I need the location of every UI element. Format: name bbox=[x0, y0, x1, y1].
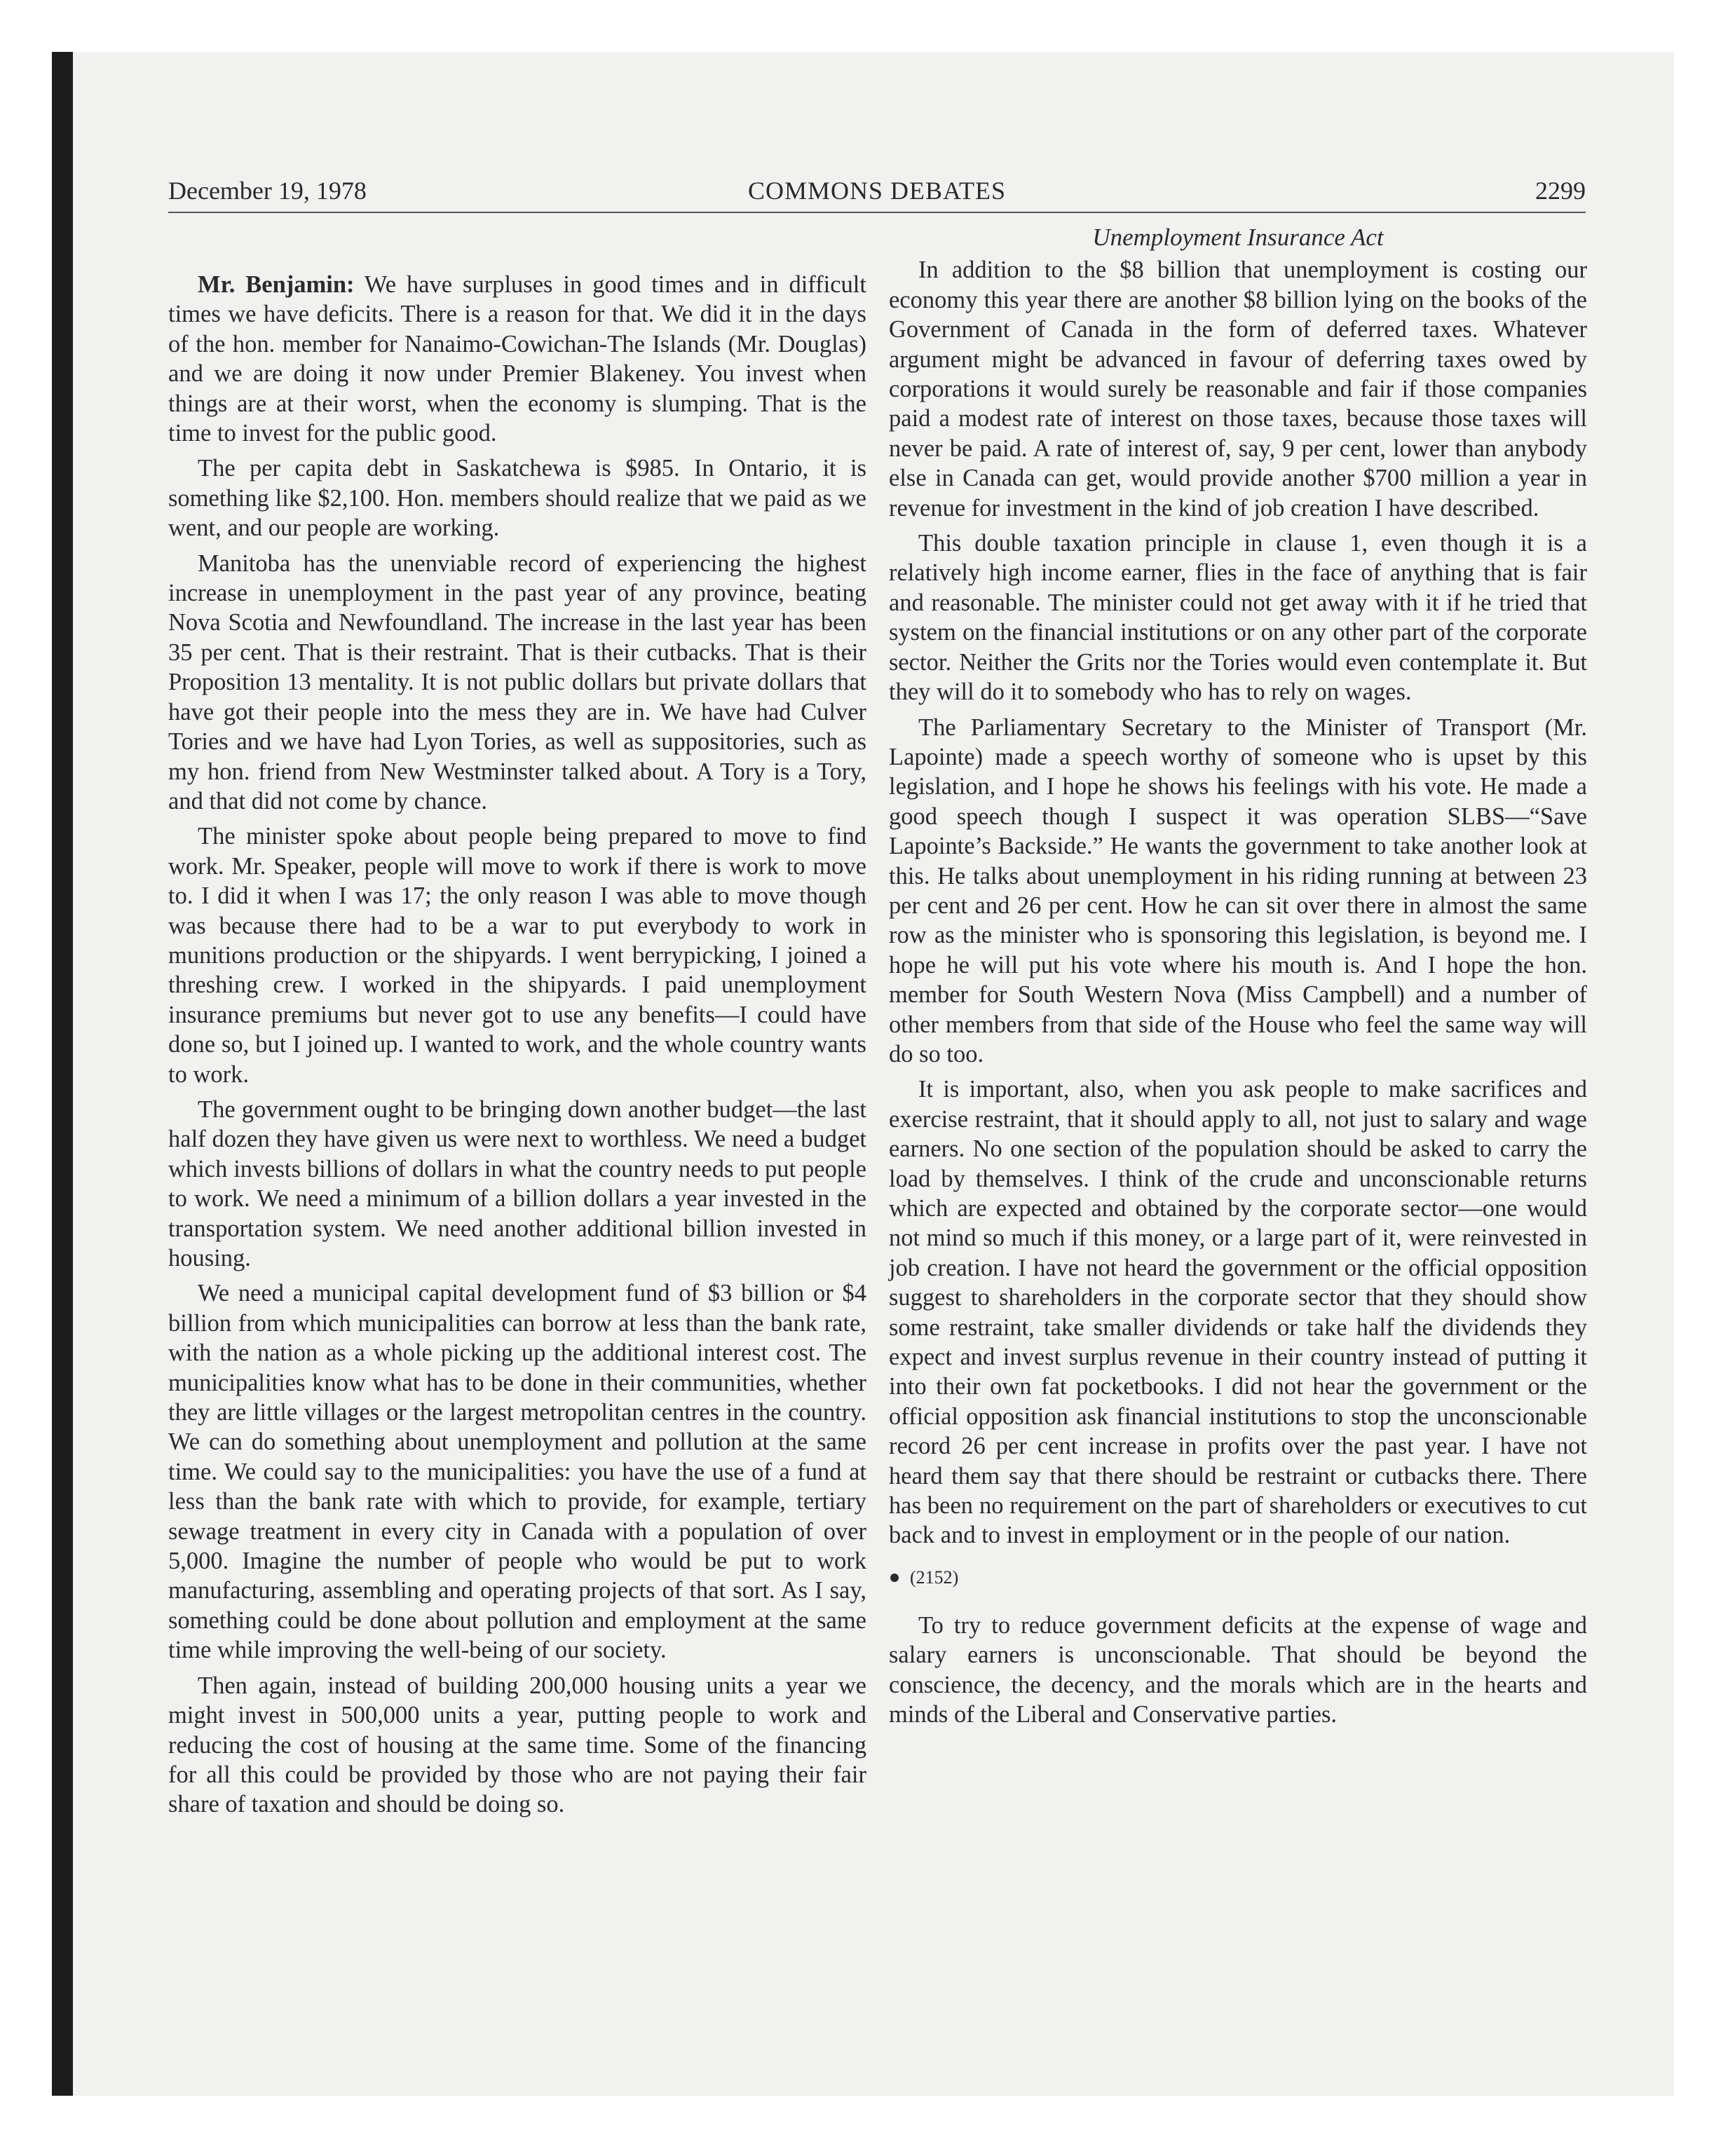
paragraph: The minister spoke about people being prepared to move to find work. Mr. Speaker, people will move to work if there is work to move to. I did it when I was 17; the only reason I was able to move though was because there had to be a war to put everybody to work in munitions production or the shipyards. I went berrypicking, I joined a threshing crew. I worked in the shipyards. I paid unemployment insurance premiums but never got to use any benefits—I could have done so, but I joined up. I wanted to work, and the whole country wants to work. bbox=[168, 823, 866, 1088]
paragraph bbox=[168, 270, 866, 448]
left-column bbox=[168, 270, 866, 1825]
paragraph: This double taxation principle in clause 1, even though it is a relatively high income earner, flies in the face of anything that is fair and reasonable. The minister could not get away with it if he tried that system on the financial institutions or on any other part of the corporate sector. Neither the Grits nor the Tories would even contemplate it. But they will do it to somebody who has to rely on wages. bbox=[889, 530, 1587, 706]
header-page-number: 2299 bbox=[1535, 177, 1586, 205]
paragraph: We need a municipal capital development fund of $3 billion or $4 billion from which municipalities can borrow at less than the bank rate, with the nation as a whole picking up the additional interest cost. The municipalities know what has to be done in their communities, whether they are little villages or the largest metropolitan centres in the country. We can do something about unemployment and pollution at the same time. We could say to the municipalities: you have the use of a fund at less than the bank rate with which to provide, for example, tertiary sewage treatment in every city in Canada with a population of over 5,000. Imagine the number of people who would be put to work manufacturing, assembling and operating projects of that sort. As I say, something could be done about pollution and employment at the same time while improving the well-being of our society. bbox=[168, 1280, 866, 1664]
header-date: December 19, 1978 bbox=[168, 177, 367, 205]
right-column bbox=[889, 223, 1587, 1735]
running-head: Unemployment Insurance Act bbox=[1092, 224, 1384, 251]
time-marker-label: (2152) bbox=[910, 1567, 959, 1588]
paragraph: The government ought to be bringing down another budget—the last half dozen they have given us were next to worthless. We need a budget which invests billions of dollars in what the country needs to put people to work. We need a minimum of a billion dollars a year invested in the transportation system. We need another additional billion invested in housing. bbox=[168, 1096, 866, 1271]
speaker-name: Mr. Benjamin: bbox=[198, 271, 355, 298]
paragraph: Manitoba has the unenviable record of experiencing the highest increase in unemployment in the past year of any province, beating Nova Scotia and Newfoundland. The increase in the last year has been 35 per cent. That is their restraint. That is their cutbacks. That is their Proposition 13 mentality. It is not public dollars but private dollars that have got their people into the mess they are in. We have had Culver Tories and we have had Lyon Tories, as well as suppositories, such as my hon. friend from New Westminster talked about. A Tory is a Tory, and that did not come by chance. bbox=[168, 550, 866, 814]
paragraph: The Parliamentary Secretary to the Minister of Transport (Mr. Lapointe) made a speech worthy of someone who is upset by this legislation, and I hope he shows his feelings with his vote. He made a good speech though I suspect it was operation SLBS—“Save Lapointe’s Backside.” He wants the government to take another look at this. He talks about unemployment in his riding running at between 23 per cent and 26 per cent. How he can sit over there in almost the same row as the minister who is sponsoring this legislation, is beyond me. I hope he will put his vote where his mouth is. And I hope the hon. member for South Western Nova (Miss Campbell) and a number of other members from that side of the House who feel the same way will do so too. bbox=[889, 714, 1587, 1067]
paragraph: To try to reduce government deficits at the expense of wage and salary earners is unconscionable. That should be beyond the conscience, the decency, and the morals which are in the hearts and minds of the Liberal and Conservative parties. bbox=[889, 1611, 1587, 1728]
paragraph: It is important, also, when you ask people to make sacrifices and exercise restraint, that it should apply to all, not just to salary and wage earners. No one section of the population should be asked to carry the load by themselves. I think of the crude and unconscionable returns which are expected and obtained by the corporate sector—one would not mind so much if this money, or a large part of it, were reinvested in job creation. I have not heard the government or the official opposition suggest to shareholders in the corporate sector that they should show some restraint, take smaller dividends or take half the dividends they expect and invest surplus revenue in their country instead of putting it into their own fat pocketbooks. I did not hear the government or the official opposition ask financial institutions to stop the unconscionable record 26 per cent increase in profits over the past year. I have not heard them say that there should be restraint or cutbacks there. There has been no requirement on the part of shareholders or executives to cut back and to invest in employment or in the people of our nation. bbox=[889, 1076, 1587, 1549]
bullet-icon bbox=[890, 1574, 899, 1582]
paragraph: The per capita debt in Saskatchewa is $985. In Ontario, it is something like $2,100. Hon. members should realize that we paid as we went, and our people are working. bbox=[168, 455, 866, 542]
page-header bbox=[168, 175, 1586, 213]
paragraph: In addition to the $8 billion that unemployment is costing our economy this year there are another $8 billion lying on the books of the Government of Canada in the form of deferred taxes. Whatever argument might be advanced in favour of deferring taxes owed by corporations it would surely be reasonable and fair if those companies paid a modest rate of interest on those taxes, because those taxes will never be paid. A rate of interest of, say, 9 per cent, lower than anybody else in Canada can get, would provide another $700 million a year in revenue for investment in the kind of job creation I have described. bbox=[889, 257, 1587, 521]
paragraph: Then again, instead of building 200,000 housing units a year we might invest in 500,000 units a year, putting people to work and reducing the cost of housing at the same time. Some of the financing for all this could be provided by those who are not paying their fair share of taxation and should be doing so. bbox=[168, 1672, 866, 1818]
time-marker bbox=[889, 1566, 1587, 1590]
header-title: COMMONS DEBATES bbox=[747, 177, 1007, 205]
paragraph-text: We have surpluses in good times and in difficult times we have deficits. There is a reason for that. We did it in the days of the hon. member for Nanaimo-Cowichan-The Islands (Mr. Douglas) and we are doing it now under Premier Blakeney. You invest when things are at their worst, when the economy is slumping. That is the time to invest for the public good. bbox=[168, 271, 866, 447]
